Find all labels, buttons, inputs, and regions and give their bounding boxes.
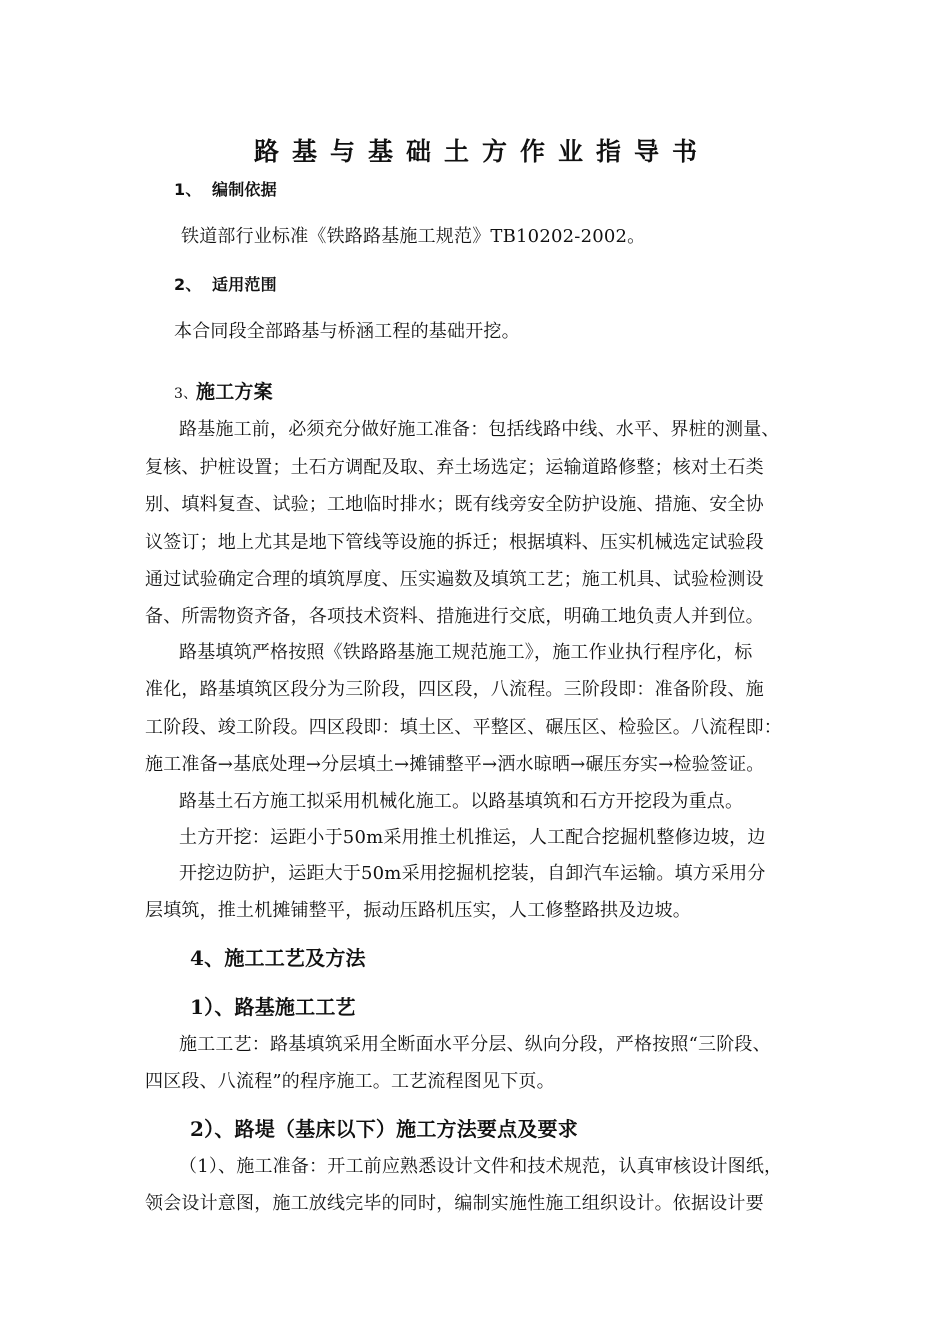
section-3-line: 路基土石方施工拟采用机械化施工。以路基填筑和石方开挖段为重点。 [179,791,744,812]
section-3-line: 土方开挖：运距小于50m采用推土机推运，人工配合挖掘机整修边坡，边 [179,827,766,848]
section-2-heading: 适用范围 [212,275,277,294]
section-3-line: 通过试验确定合理的填筑厚度、压实遍数及填筑工艺；施工机具、试验检测设 [145,569,764,590]
section-3-line: 准化，路基填筑区段分为三阶段，四区段，八流程。三阶段即：准备阶段、施 [145,679,764,700]
section-2-body: 本合同段全部路基与桥涵工程的基础开挖。 [174,321,520,342]
subsection-4-2-line: （1）、施工准备：开工前应熟悉设计文件和技术规范，认真审核设计图纸， [179,1156,783,1177]
section-3-heading: 施工方案 [196,381,273,403]
section-3-line: 议签订；地上尤其是地下管线等设施的拆迁；根据填料、压实机械选定试验段 [145,532,764,553]
document-title: 路基与基础土方作业指导书 [254,137,711,166]
section-3-line: 施工准备→基底处理→分层填土→摊铺整平→洒水晾晒→碾压夯实→检验签证。 [145,754,765,775]
section-3-line: 层填筑，推土机摊铺整平，振动压路机压实，人工修整路拱及边坡。 [145,900,691,921]
section-2-number: 2、 [174,275,202,294]
section-1-body: 铁道部行业标准《铁路路基施工规范》TB10202-2002。 [181,226,646,247]
section-4-heading: 4、施工工艺及方法 [190,946,366,970]
section-3-line: 路基填筑严格按照《铁路路基施工规范施工》，施工作业执行程序化，标 [179,642,753,663]
section-1-number: 1、 [174,180,202,199]
section-1-heading: 编制依据 [212,180,277,199]
subsection-4-1-line: 施工工艺：路基填筑采用全断面水平分层、纵向分段，严格按照“三阶段、 [179,1034,771,1055]
section-3-line: 路基施工前，必须充分做好施工准备：包括线路中线、水平、界桩的测量、 [179,419,780,440]
section-3-line: 备、所需物资齐备，各项技术资料、措施进行交底，明确工地负责人并到位。 [145,606,764,627]
subsection-4-1-heading: 1）、路基施工工艺 [190,995,356,1019]
subsection-4-2-line: 领会设计意图，施工放线完毕的同时，编制实施性施工组织设计。依据设计要 [145,1193,764,1214]
section-3-number: 3、 [174,386,198,402]
subsection-4-1-line: 四区段、八流程”的程序施工。工艺流程图见下页。 [145,1071,555,1092]
section-3-line: 复核、护桩设置；土石方调配及取、弃土场选定；运输道路修整；核对土石类 [145,457,764,478]
section-3-line: 别、填料复查、试验；工地临时排水；既有线旁安全防护设施、措施、安全协 [145,494,764,515]
subsection-4-2-heading: 2）、路堤（基床以下）施工方法要点及要求 [190,1117,578,1141]
section-3-line: 开挖边防护，运距大于50m采用挖掘机挖装，自卸汽车运输。填方采用分 [179,863,766,884]
section-3-line: 工阶段、竣工阶段。四区段即：填土区、平整区、碾压区、检验区。八流程即： [145,717,782,738]
